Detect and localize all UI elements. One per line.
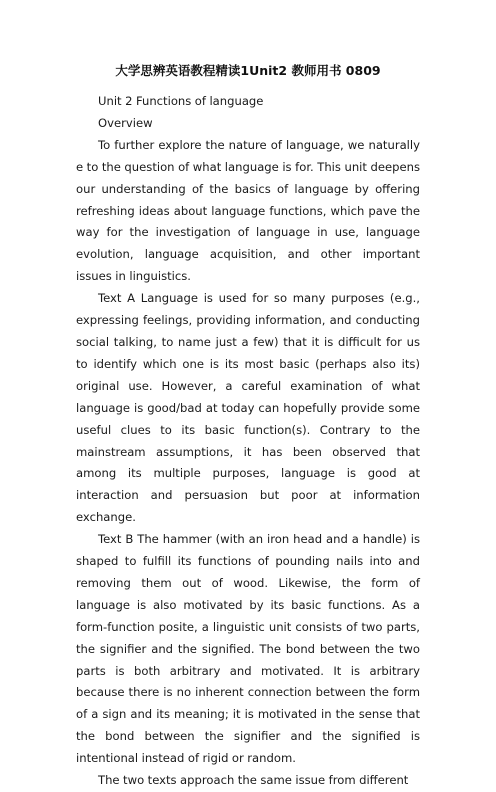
overview-heading: Overview xyxy=(98,115,153,130)
unit-heading: Unit 2 Functions of language xyxy=(98,94,264,108)
text-b-paragraph: Text B The hammer (with an iron head and a handle) is shaped to fulfill its functions of pounding nails into and removing them out of wood. Likewise, the form of language is also motivated by its basic functions. As a form-function posite, a linguistic unit consists of two parts, the signifier and the signified. The bond between the two parts is both arbitrary and motivated. It is arbitrary because there is no inherent connection between the form of a sign and its meaning; it is motivated in the sense that the bond between the signifier and the signified is intentional instead of rigid or random. xyxy=(76,532,420,766)
text-a-paragraph: Text A Language is used for so many purposes (e.g., expressing feelings, providing information, and conducting social talking, to name just a few) that it is difficult for us to identify which one is its most basic (perhaps also its) original use. However, a careful examination of what language is good/bad at today can hopefully provide some useful clues to its basic function(s). Contrary to the mainstream assumptions, it has been observed that among its multiple purposes, language is good at interaction and persuasion but poor at information exchange. xyxy=(76,291,420,525)
overview-paragraph: To further explore the nature of language, we naturally e to the question of what language is for. This unit deepens our understanding of the basics of language by offering refreshing ideas about language functions, which pave the way for the investigation of language in use, language evolution, language acquisition, and other important issues in linguistics. xyxy=(76,137,420,284)
comparison-paragraph: The two texts approach the same issue from different xyxy=(98,773,409,788)
document-title: 大学思辨英语教程精读1Unit2 教师用书 0809 xyxy=(115,63,381,78)
